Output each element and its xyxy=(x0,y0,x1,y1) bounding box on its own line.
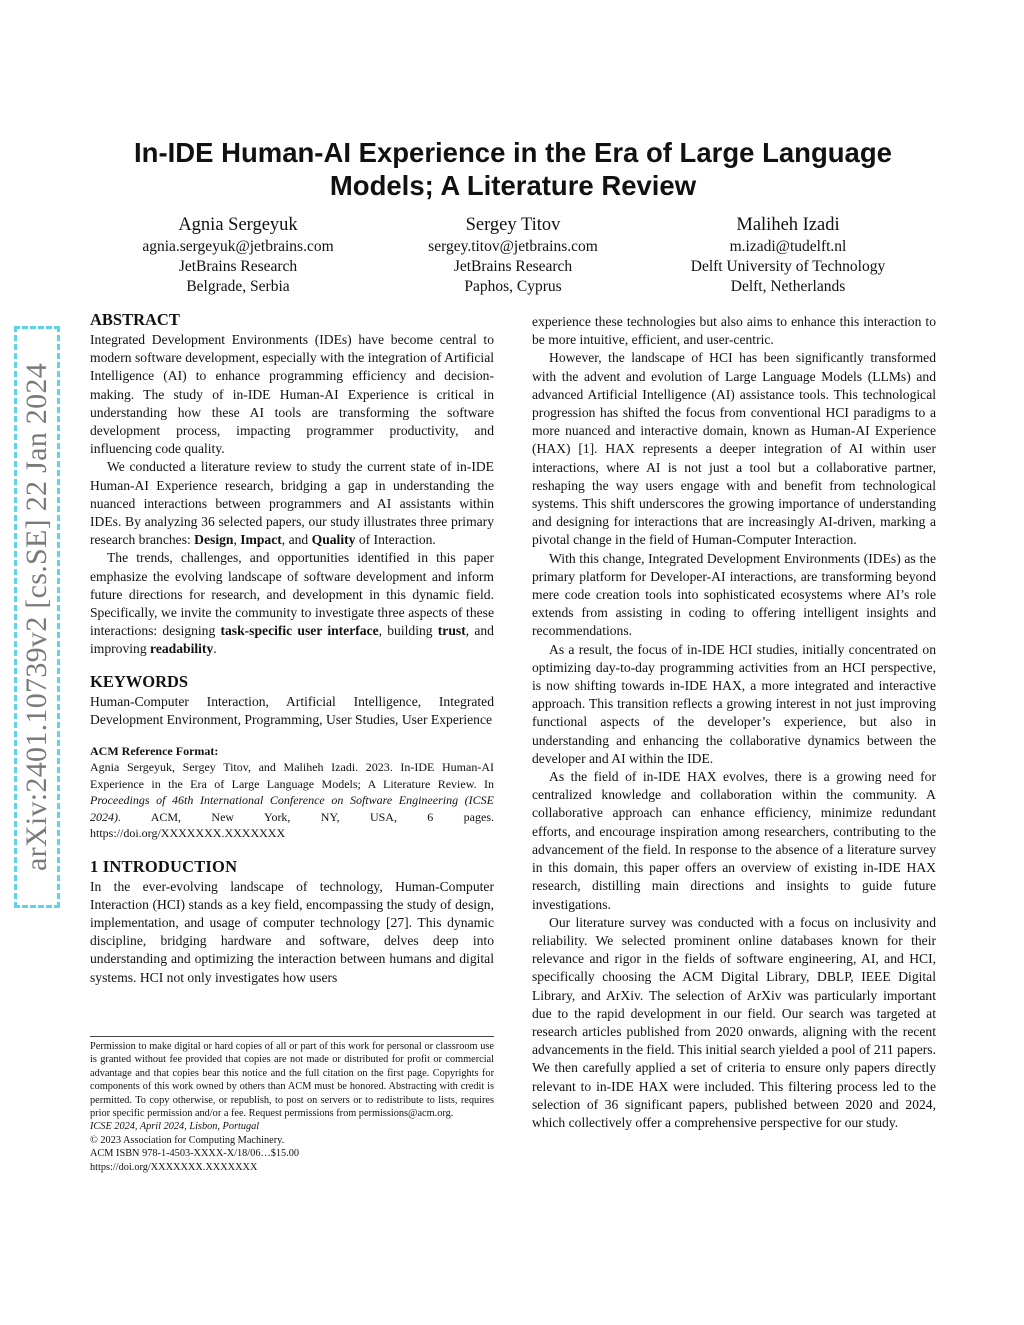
author-location: Delft, Netherlands xyxy=(730,278,846,295)
author-email: sergey.titov@jetbrains.com xyxy=(428,238,598,255)
abstract-heading: ABSTRACT xyxy=(90,310,180,329)
intro-paragraph-shift: As a result, the focus of in-IDE HCI studies, initially concentrated on optimizing day-to-day programming activities from an HCI perspective, is now shifting towards in-IDE HAX, a more integrated and interactive approach. This transition reflects a growing interest in not just improving functional aspects of the developer’s experience, but also in understanding and enhancing the collaborative dynamics between the developer and AI within the IDE. xyxy=(532,641,936,766)
introduction-paragraph-1: In the ever-evolving landscape of technology, Human-Computer Interaction (HCI) stands as a key field, encompassing the study of design, implementation, and usage of computer technology [27]. This dynamic discipline, bridging hardware and software, delves deep into understanding and optimizing the interaction between humans and digital systems. HCI not only investigates how users xyxy=(90,878,494,985)
keyword-task-specific-ui: task-specific user interface xyxy=(220,623,379,639)
abstract-paragraph-2: We conducted a literature review to study the current state of in-IDE Human-AI Experience research, bridging a gap in understanding the nuanced interactions between programmers and AI assistants within IDEs. By analyzing 36 selected papers, our study illustrates three primary research branches: Design, Impact, and Quality of Interaction. xyxy=(90,459,494,548)
author-block-3 xyxy=(648,213,928,297)
keyword-trust: trust xyxy=(437,623,466,639)
keyword-design: Design xyxy=(194,532,234,548)
right-column xyxy=(532,313,936,1132)
author-affiliation: JetBrains Research xyxy=(178,258,298,275)
keywords-heading: KEYWORDS xyxy=(90,671,189,691)
introduction-heading: 1 INTRODUCTION xyxy=(90,856,238,876)
intro-paragraph-continued: experience these technologies but also aims to enhance this interaction to be more intuitive, efficient, and user-centric. xyxy=(532,314,936,348)
intro-paragraph-hax: However, the landscape of HCI has been significantly transformed with the advent and evolution of Large Language Models (LLMs) and advanced Artificial Intelligence (AI) assistance tools. This technological progression has shifted the focus from conventional HCI paradigms to a more nuanced and interactive domain, known as Human-AI Experience (HAX) [1]. HAX represents a deeper integration of AI within user interactions, where AI is not just a tool but a collaborative partner, reshaping the way users engage with and benefit from technological systems. This shift underscores the growing importance of understanding and designing for interactions that are increasingly AI-driven, marking a pivotal change in the field of Human-Computer Interaction. xyxy=(532,350,936,548)
arxiv-id: arXiv:2401.10739v2 [cs.SE] 22 Jan 2024 xyxy=(20,362,53,872)
author-name: Agnia Sergeyuk xyxy=(178,215,298,235)
author-location: Paphos, Cyprus xyxy=(464,278,562,295)
footnote-block xyxy=(90,1036,494,1174)
conference-venue: ICSE 2024, April 2024, Lisbon, Portugal xyxy=(90,1121,260,1133)
reference-format-text: Agnia Sergeyuk, Sergey Titov, and Maliheh Izadi. 2023. In-IDE Human-AI Experience in the Era of Large Language Models; A Literature Review. In Proceedings of 46th International Conference on Software Engineering (ICSE 2024). ACM, New York, NY, USA, 6 pages. https://doi.org/XXXXXXX.XXXXXXX xyxy=(90,760,494,841)
author-location: Belgrade, Serbia xyxy=(186,278,290,295)
doi-text: https://doi.org/XXXXXXX.XXXXXXX xyxy=(90,1161,258,1173)
keywords-text: Human-Computer Interaction, Artificial Intelligence, Integrated Development Environment, Programming, User Studies, User Experience xyxy=(90,693,494,727)
isbn-text: ACM ISBN 978-1-4503-XXXX-X/18/06…$15.00 xyxy=(90,1148,300,1160)
author-affiliation: Delft University of Technology xyxy=(690,258,886,275)
abstract-paragraph-3: The trends, challenges, and opportunities identified in this paper emphasize the evolving landscape of software development and inform future directions for research, and development in this dynamic field. Specifically, we invite the community to investigate three aspects of these interactions: designing task-specific user interface, building trust, and improving readability. xyxy=(90,550,494,657)
author-email: m.izadi@tudelft.nl xyxy=(729,238,847,255)
arxiv-identifier-stamp xyxy=(14,326,60,908)
reference-format-heading: ACM Reference Format: xyxy=(90,744,219,759)
intro-paragraph-need: As the field of in-IDE HAX evolves, there is a growing need for centralized knowledge and collaboration within the community. A collaborative approach can enhance efficiency, minimize redundant efforts, and encourage inspiration among researchers, contributing to the advancement of the field. In response to the absence of a literature survey in this domain, this paper offers an overview of existing in-IDE HAX research, distilling main directions and insights to guide future investigations. xyxy=(532,769,936,912)
title-line-2: Models; A Literature Review xyxy=(329,170,697,201)
intro-paragraph-ide: With this change, Integrated Development Environments (IDEs) as the primary platform for Developer-AI interactions, are transforming beyond mere code creation tools into sophisticated ecosystems where AI’s role extends from assisting in coding to offering intelligent insights and recommendations. xyxy=(532,550,936,639)
intro-paragraph-survey: Our literature survey was conducted with a focus on inclusivity and reliability. We selected prominent online databases known for their relevance and rigor in the fields of software engineering, AI, and HCI, specifically choosing the ACM Digital Library, DBLP, IEEE Digital Library, and ArXiv. The selection of ArXiv was particularly important due to the rapid development in our field. Our search was targeted at research articles published from 2020 onwards, aligning with the recent advancements in the field. This initial search yielded a pool of 211 papers. We then carefully applied a set of criteria to ensure only papers directly relevant to in-IDE HAX were included. This filtering process led to the selection of 36 significant papers, published between 2020 and 2024, which collectively offer a comprehensive perspective for our study. xyxy=(532,914,936,1130)
left-column xyxy=(90,309,494,987)
author-name: Sergey Titov xyxy=(465,215,561,235)
author-block-1 xyxy=(98,213,378,297)
author-name: Maliheh Izadi xyxy=(736,215,840,235)
footnote-rule xyxy=(90,1036,494,1037)
author-block-2 xyxy=(373,213,653,297)
abstract-paragraph-1: Integrated Development Environments (IDEs) have become central to modern software development, especially with the integration of Artificial Intelligence (AI) to enhance programming efficiency and decision-making. The study of in-IDE Human-AI Experience is critical in understanding how these AI tools are transforming the software development process, impacting programmer productivity, and influencing code quality. xyxy=(90,332,494,457)
keyword-readability: readability xyxy=(150,641,214,657)
paper-title xyxy=(110,136,916,202)
title-line-1: In-IDE Human-AI Experience in the Era of Large Language xyxy=(134,137,892,168)
author-email: agnia.sergeyuk@jetbrains.com xyxy=(142,238,334,255)
permission-notice: Permission to make digital or hard copies of all or part of this work for personal or classroom use is granted without fee provided that copies are not made or distributed for profit or commercial advantage and that copies bear this notice and the full citation on the first page. Copyrights for components of this work owned by others than ACM must be honored. Abstracting with credit is permitted. To copy otherwise, or republish, to post on servers or to redistribute to lists, requires prior specific permission and/or a fee. Request permissions from permissions@acm.org. xyxy=(90,1041,494,1120)
keyword-quality: Quality xyxy=(311,532,356,548)
keyword-impact: Impact xyxy=(240,532,282,548)
copyright-notice: © 2023 Association for Computing Machinery. xyxy=(90,1134,285,1146)
author-affiliation: JetBrains Research xyxy=(453,258,573,275)
reference-venue: Proceedings of 46th International Conference on Software Engineering (ICSE 2024). xyxy=(90,793,494,824)
